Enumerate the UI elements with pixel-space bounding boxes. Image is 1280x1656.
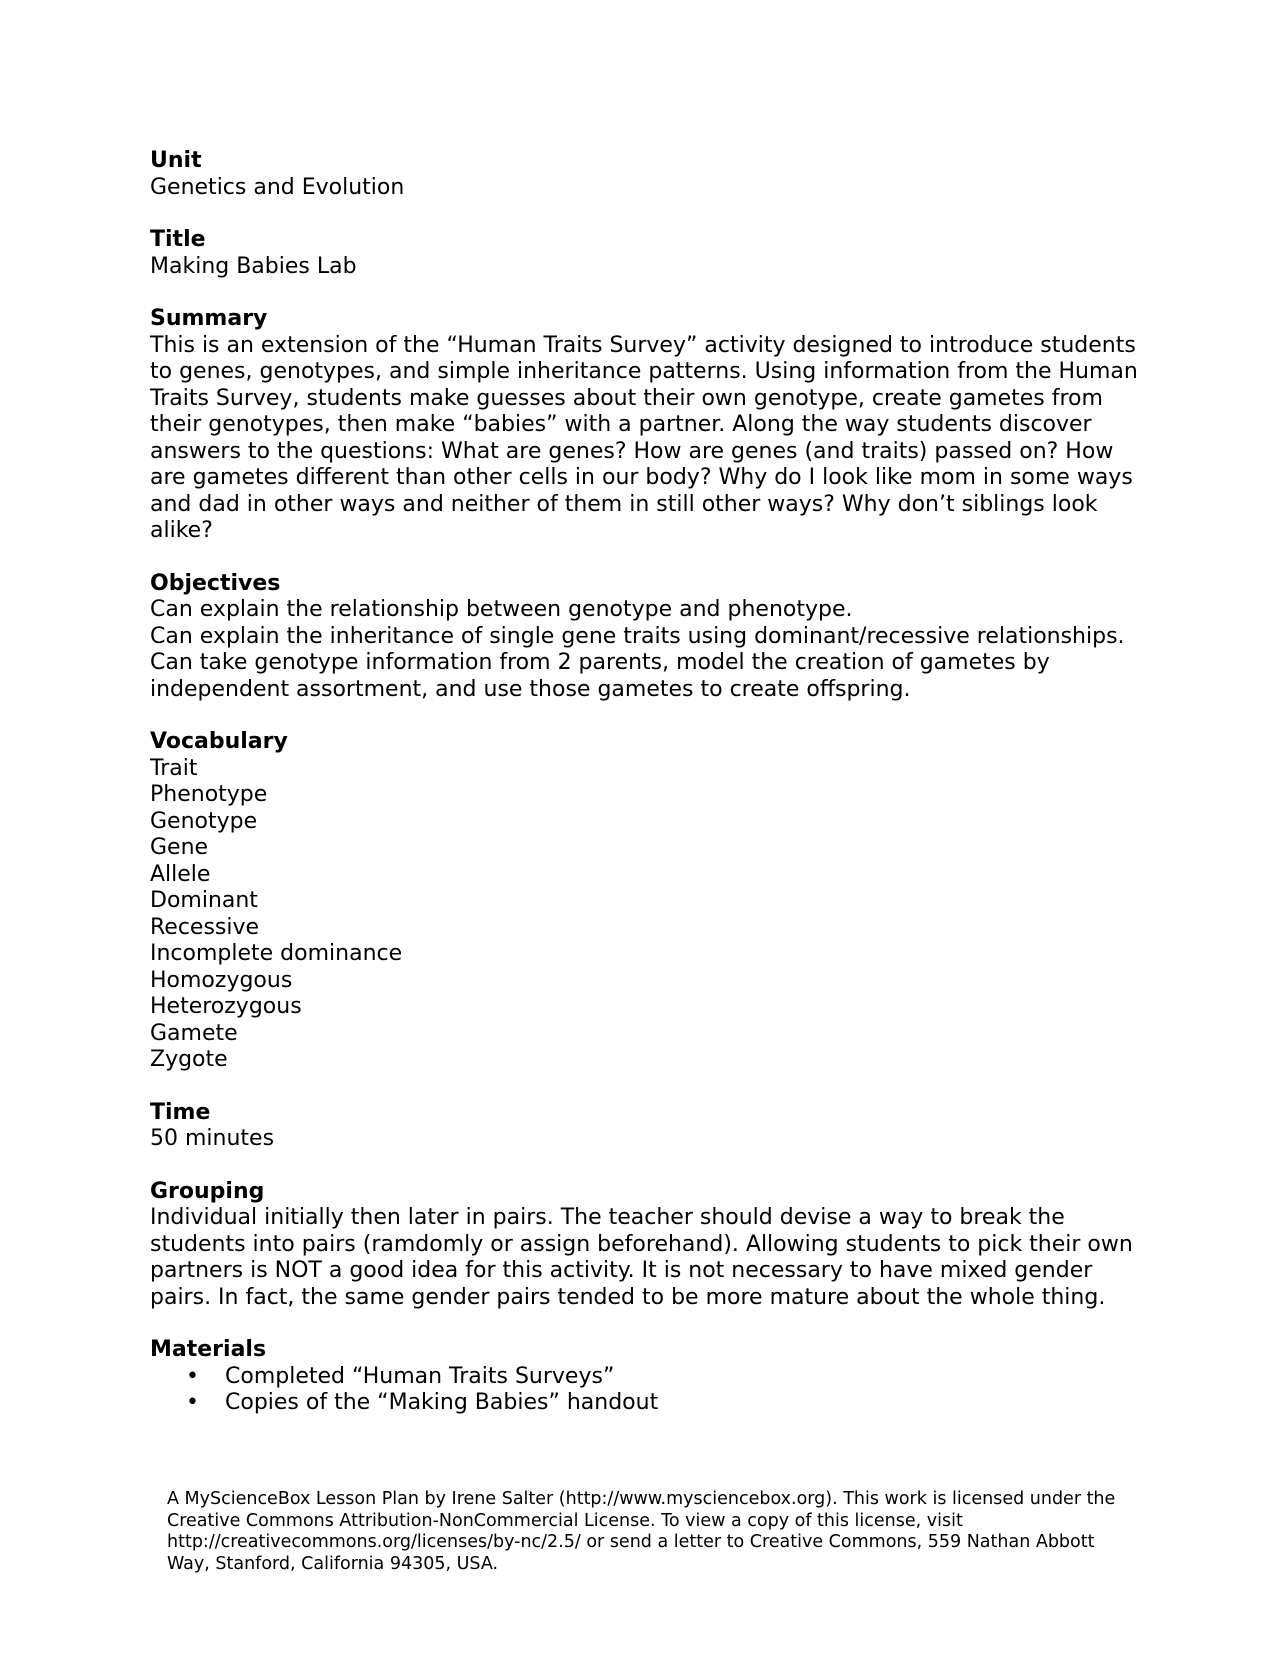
grouping-section: [150, 1179, 1140, 1312]
unit-value: Genetics and Evolution: [150, 174, 405, 200]
time-value: 50 minutes: [150, 1126, 275, 1151]
objective-item: Can take genotype information from 2 parents, model the creation of gametes by independent assortment, and use those gametes to create offspring.: [150, 650, 1050, 702]
vocabulary-item: Phenotype: [150, 782, 268, 807]
summary-text: This is an extension of the “Human Traits Survey” activity designed to introduce students to genes, genotypes, and simple inheritance patterns. Using information from the Human Traits Survey, students make guesses about their own genotype, create gametes from their genotypes, then make “babies” with a partner. Along the way students discover answers to the questions: What are genes? How are genes (and traits) passed on? How are gametes different than other cells in our body? Why do I look like mom in some ways and dad in other ways and neither of them in still other ways? Why don’t siblings look alike?: [150, 332, 1138, 543]
lesson-plan-page: [150, 148, 1140, 1443]
materials-list-item: [150, 1364, 1140, 1391]
vocabulary-item: Zygote: [150, 1047, 228, 1072]
unit-section: [150, 148, 1140, 201]
grouping-text: Individual initially then later in pairs. The teacher should devise a way to break the students into pairs (ramdomly or assign beforehand). Allowing students to pick their own partners is NOT a good idea for this activity. It is not necessary to have mixed gender pairs. In fact, the same gender pairs tended to be more mature about the whole thing.: [150, 1205, 1133, 1310]
vocabulary-item: Trait: [150, 755, 198, 781]
objectives-heading: Objectives: [150, 570, 281, 596]
time-section: [150, 1100, 1140, 1153]
objectives-section: [150, 571, 1140, 704]
vocabulary-heading: Vocabulary: [150, 729, 288, 754]
vocabulary-item: Homozygous: [150, 967, 293, 993]
objective-item: Can explain the inheritance of single gene traits using dominant/recessive relationships.: [150, 623, 1125, 649]
vocabulary-item: Genotype: [150, 808, 258, 834]
vocabulary-section: [150, 729, 1140, 1074]
materials-item-text: Copies of the “Making Babies” handout: [225, 1390, 659, 1415]
materials-heading: Materials: [150, 1337, 267, 1362]
materials-list-item: [150, 1390, 1140, 1417]
bullet-icon: •: [186, 1363, 199, 1389]
vocabulary-item: Heterozygous: [150, 994, 302, 1019]
objective-item: Can explain the relationship between genotype and phenotype.: [150, 597, 853, 622]
vocabulary-item: Gamete: [150, 1020, 238, 1046]
title-section: [150, 227, 1140, 280]
materials-section: [150, 1337, 1140, 1417]
title-value: Making Babies Lab: [150, 253, 357, 279]
vocabulary-item: Incomplete dominance: [150, 941, 403, 966]
unit-heading: Unit: [150, 148, 202, 173]
summary-heading: Summary: [150, 306, 268, 331]
vocabulary-item: Dominant: [150, 888, 258, 913]
time-heading: Time: [150, 1099, 211, 1125]
title-heading: Title: [150, 227, 206, 252]
grouping-heading: Grouping: [150, 1178, 265, 1204]
summary-section: [150, 306, 1140, 545]
vocabulary-item: Recessive: [150, 914, 260, 940]
vocabulary-item: Gene: [150, 835, 209, 860]
vocabulary-item: Allele: [150, 861, 211, 887]
materials-item-text: Completed “Human Traits Surveys”: [225, 1363, 615, 1389]
bullet-icon: •: [186, 1390, 199, 1415]
license-footer: A MyScienceBox Lesson Plan by Irene Salter (http://www.mysciencebox.org). This work is licensed under the Creative Commons Attribution-NonCommercial License. To view a copy of this license, visit http://creativecommons.org/licenses/by-nc/2.5/ or send a letter to Creative Commons, 559 Nathan Abbott Way, Stanford, California 94305, USA.: [167, 1489, 1116, 1574]
materials-list: [150, 1364, 1140, 1417]
